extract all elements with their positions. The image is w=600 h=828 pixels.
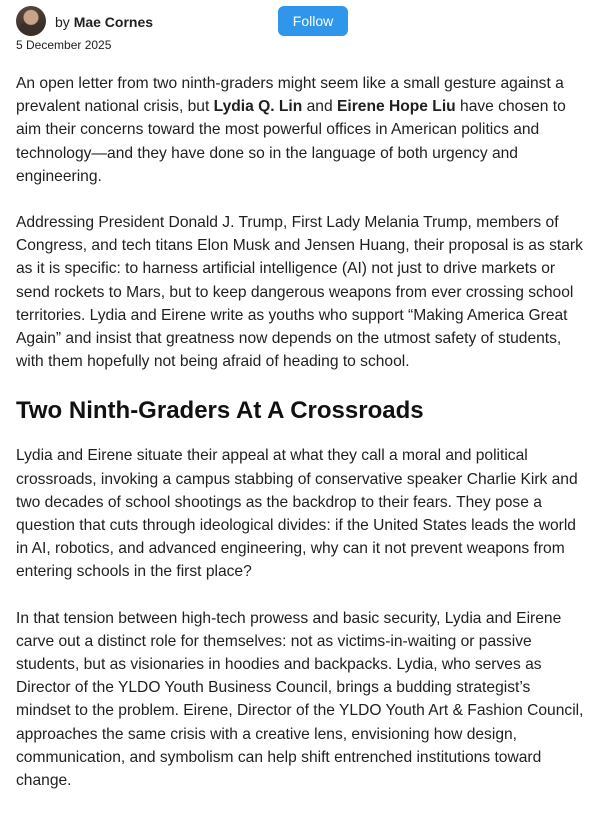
author-avatar[interactable]	[16, 6, 46, 36]
author-name-link[interactable]: Mae Cornes	[73, 14, 154, 30]
follow-button[interactable]: Follow	[278, 6, 348, 36]
paragraph-intro	[16, 72, 586, 188]
publish-date: 5 December 2025	[16, 38, 112, 52]
intro-text-2: and	[302, 98, 337, 116]
paragraph-tension: In that tension between high-tech prowess and basic security, Lydia and Eirene carve out a distinct role for themselves: not as victims-in-waiting or passive students, but as visionaries in hoodies and backpacks. Lydia, who serves as Director of the YLDO Youth Business Council, brings a budding strategist’s mindset to the problem. Eirene, Director of the YLDO Youth Art & Fashion Council, approaches the same crisis with a creative lens, envisioning how design, communication, and symbolism can help shift entrenched institutions toward change.	[16, 609, 584, 790]
name-lydia: Lydia Q. Lin	[213, 98, 303, 116]
paragraph-crossroads: Lydia and Eirene situate their appeal at what they call a moral and political crossroads, invoking a campus stabbing of conservative speaker Charlie Kirk and two decades of school shootings as the backdrop to their fears. They pose a question that cuts through ideological divides: if the United States leads the world in AI, robotics, and advanced engineering, why can it not prevent weapons from entering schools in the first place?	[16, 447, 578, 581]
section-heading: Two Ninth-Graders At A Crossroads	[16, 397, 424, 425]
intro-text-1: An open letter from two ninth-graders might seem like a small gesture against a prevalent national crisis, but	[16, 75, 564, 116]
name-eirene: Eirene Hope Liu	[336, 98, 456, 116]
paragraph-addressing: Addressing President Donald J. Trump, First Lady Melania Trump, members of Congress, and tech titans Elon Musk and Jensen Huang, their proposal is as stark as it is specific: to harness artificial intelligence (AI) not just to drive markets or send rockets to Mars, but to keep dangerous weapons from ever crossing school territories. Lydia and Eirene write as youths who support “Making America Great Again” and insist that greatness now depends on the utmost safety of students, with them hopefully not being afraid of heading to school.	[16, 214, 583, 371]
by-prefix: by	[55, 14, 70, 30]
intro-text-3: have chosen to aim their concerns toward the most powerful offices in American politics and technology—and they have done so in the language of both urgency and engineering.	[16, 98, 566, 185]
author-byline	[16, 6, 584, 54]
author-line	[55, 13, 153, 31]
article-body	[16, 72, 586, 815]
